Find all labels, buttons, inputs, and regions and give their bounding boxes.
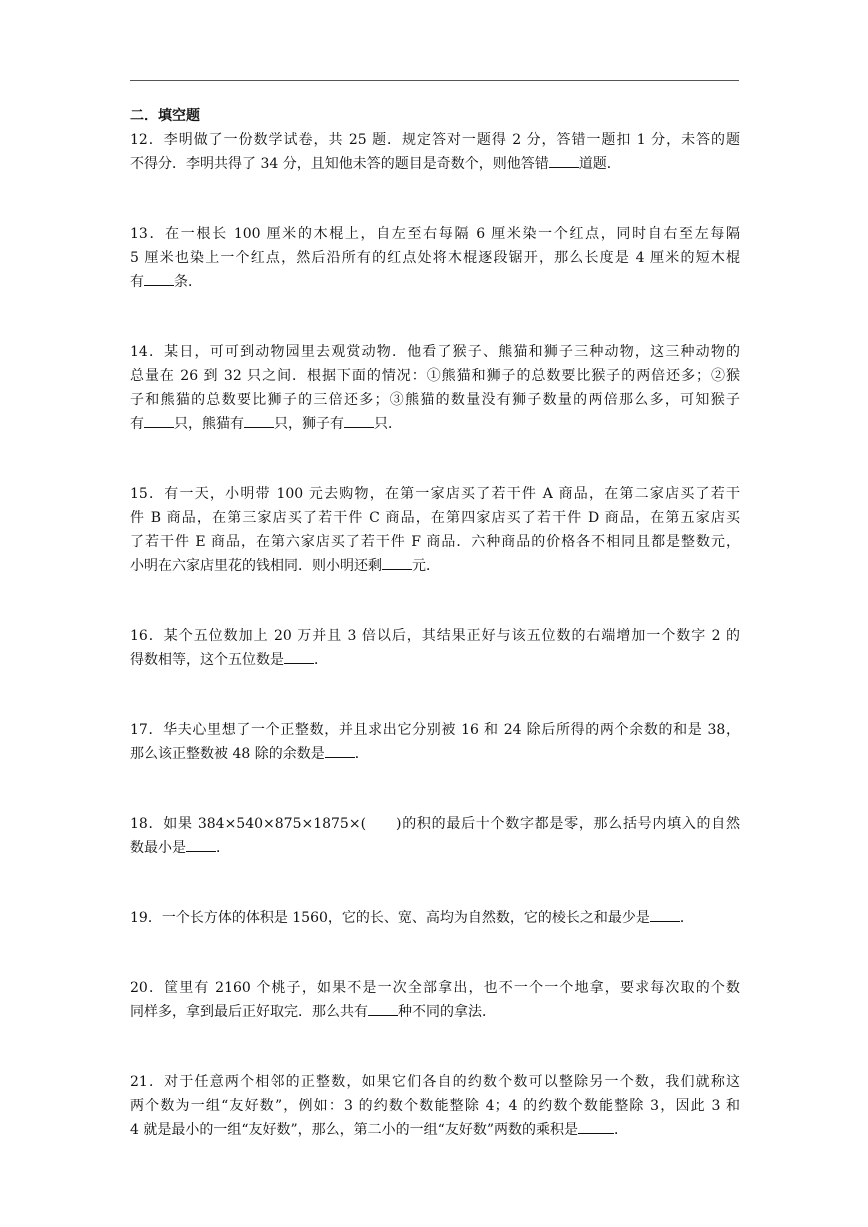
answer-blank[interactable] [549,153,579,168]
question-line: 同样多，拿到最后正好取完．那么共有 种不同的拿法． [130,1000,740,1024]
answer-blank[interactable] [368,1001,398,1016]
question-line: 20．筐里有 2160 个桃子，如果不是一次全部拿出，也不一个一个地拿，要求每次取的个数 [130,980,740,996]
question-line: 5 厘米也染上一个红点，然后沿所有的红点处将木棍逐段锯开，那么长度是 4 厘米的短木棍 [130,250,740,266]
section-title: 二．填空题 [130,108,200,124]
question-line: 14．某日，可可到动物园里去观赏动物．他看了猴子、熊猫和狮子三种动物，这三种动物的 [130,344,740,360]
answer-blank[interactable] [650,907,680,922]
document-page [130,106,740,1142]
question-line: 19．一个长方体的体积是 1560，它的长、宽、高均为自然数，它的棱长之和最少是 ． [130,906,740,930]
question-line: 15．有一天，小明带 100 元去购物，在第一家店买了若干件 A 商品，在第二家店买了若干 [130,486,740,502]
question-13 [130,222,740,294]
question-line: 4 就是最小的一组“友好数”，那么，第二小的一组“友好数”两数的乘积是 ． [130,1118,740,1142]
question-line: 16．某个五位数加上 20 万并且 3 倍以后，其结果正好与该五位数的右端增加一个数字 2 的 [130,628,740,644]
answer-blank[interactable] [186,837,216,852]
header-rule [130,80,739,81]
question-line: 件 B 商品，在第三家店买了若干件 C 商品，在第四家店买了若干件 D 商品，在第五家店买 [130,510,740,526]
question-line: 有 只，熊猫有 只，狮子有 只． [130,412,740,436]
answer-blank[interactable] [244,413,274,428]
question-14 [130,340,740,436]
question-line: 有 条． [130,270,740,294]
answer-blank[interactable] [144,271,174,286]
question-line: 18．如果 384×540×875×1875×( )的积的最后十个数字都是零，那么括号内填入的自然 [130,816,740,832]
answer-blank[interactable] [344,413,374,428]
answer-blank[interactable] [578,1119,614,1134]
answer-blank[interactable] [325,743,355,758]
question-line: 子和熊猫的总数要比狮子的三倍还多；③熊猫的数量没有狮子数量的两倍那么多，可知猴子 [130,392,740,408]
question-line: 那么该正整数被 48 除的余数是 ． [130,742,740,766]
answer-blank[interactable] [284,649,314,664]
question-line: 了若干件 E 商品，在第六家店买了若干件 F 商品．六种商品的价格各不相同且都是整数元， [130,534,740,550]
question-16 [130,624,740,672]
question-line: 总量在 26 到 32 只之间．根据下面的情况：①熊猫和狮子的总数要比猴子的两倍还多；②猴 [130,368,740,384]
question-line: 12．李明做了一份数学试卷，共 25 题．规定答对一题得 2 分，答错一题扣 1 分，未答的题 [130,132,740,148]
question-line: 得数相等，这个五位数是 ． [130,648,740,672]
question-line: 21．对于任意两个相邻的正整数，如果它们各自的约数个数可以整除另一个数，我们就称这 [130,1074,740,1090]
question-line: 小明在六家店里花的钱相同．则小明还剩 元． [130,554,740,578]
answer-blank[interactable] [144,413,174,428]
question-line: 13．在一根长 100 厘米的木棍上，自左至右每隔 6 厘米染一个红点，同时自右至左每隔 [130,226,740,242]
question-12 [130,128,740,176]
question-21 [130,1070,740,1142]
question-line: 17．华夫心里想了一个正整数，并且求出它分别被 16 和 24 除后所得的两个余数的和是 38， [130,722,740,738]
question-15 [130,482,740,578]
question-19 [130,906,740,930]
question-line: 两个数为一组“友好数”，例如：3 的约数个数能整除 4；4 的约数个数能整除 3，因此 3 和 [130,1098,740,1114]
question-line: 不得分．李明共得了 34 分，且知他未答的题目是奇数个，则他答错 道题． [130,152,740,176]
question-20 [130,976,740,1024]
question-18 [130,812,740,860]
question-line: 数最小是 ． [130,836,740,860]
answer-blank[interactable] [382,555,412,570]
question-17 [130,718,740,766]
